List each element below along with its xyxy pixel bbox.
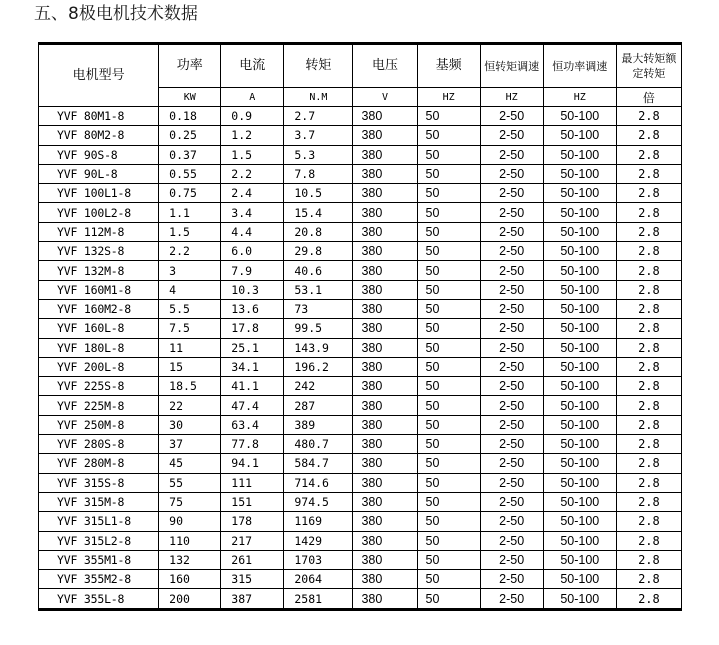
cell-torque-ratio: 2.8 — [616, 222, 681, 241]
cell-base-frequency: 50 — [417, 492, 480, 511]
cell-constant-power-range: 50-100 — [543, 512, 616, 531]
cell-current: 25.1 — [221, 338, 284, 357]
cell-voltage: 380 — [353, 589, 417, 609]
cell-base-frequency: 50 — [417, 473, 480, 492]
cell-torque-ratio: 2.8 — [616, 107, 681, 126]
cell-constant-torque-range: 2-50 — [480, 492, 543, 511]
table-row — [39, 164, 682, 183]
cell-constant-power-range: 50-100 — [543, 126, 616, 145]
table-row — [39, 415, 682, 434]
cell-constant-power-range: 50-100 — [543, 531, 616, 550]
cell-current: 1.2 — [221, 126, 284, 145]
table-row — [39, 126, 682, 145]
cell-constant-power-range: 50-100 — [543, 107, 616, 126]
cell-torque-ratio: 2.8 — [616, 589, 681, 609]
cell-torque: 5.3 — [284, 145, 353, 164]
cell-base-frequency: 50 — [417, 396, 480, 415]
cell-voltage: 380 — [353, 492, 417, 511]
cell-power: 0.18 — [159, 107, 221, 126]
cell-torque-ratio: 2.8 — [616, 435, 681, 454]
cell-torque-ratio: 2.8 — [616, 126, 681, 145]
cell-power: 75 — [159, 492, 221, 511]
cell-torque: 584.7 — [284, 454, 353, 473]
cell-power: 2.2 — [159, 242, 221, 261]
table-row — [39, 261, 682, 280]
cell-current: 4.4 — [221, 222, 284, 241]
cell-base-frequency: 50 — [417, 242, 480, 261]
cell-current: 0.9 — [221, 107, 284, 126]
cell-constant-torque-range: 2-50 — [480, 319, 543, 338]
cell-torque-ratio: 2.8 — [616, 184, 681, 203]
cell-constant-power-range: 50-100 — [543, 454, 616, 473]
cell-model: YVF 315M-8 — [39, 492, 159, 511]
cell-power: 3 — [159, 261, 221, 280]
cell-constant-torque-range: 2-50 — [480, 377, 543, 396]
cell-torque-ratio: 2.8 — [616, 319, 681, 338]
cell-constant-power-range: 50-100 — [543, 570, 616, 589]
cell-voltage: 380 — [353, 164, 417, 183]
header-base-frequency: 基频 — [417, 44, 480, 88]
cell-constant-torque-range: 2-50 — [480, 222, 543, 241]
cell-constant-power-range: 50-100 — [543, 242, 616, 261]
cell-constant-power-range: 50-100 — [543, 203, 616, 222]
cell-power: 132 — [159, 550, 221, 569]
cell-model: YVF 132S-8 — [39, 242, 159, 261]
cell-voltage: 380 — [353, 570, 417, 589]
cell-base-frequency: 50 — [417, 299, 480, 318]
cell-constant-torque-range: 2-50 — [480, 512, 543, 531]
cell-constant-power-range: 50-100 — [543, 299, 616, 318]
motor-spec-table — [38, 42, 682, 611]
cell-torque: 143.9 — [284, 338, 353, 357]
cell-current: 34.1 — [221, 357, 284, 376]
cell-power: 37 — [159, 435, 221, 454]
cell-voltage: 380 — [353, 473, 417, 492]
cell-current: 94.1 — [221, 454, 284, 473]
unit-torque: N.M — [284, 88, 353, 107]
cell-model: YVF 225S-8 — [39, 377, 159, 396]
cell-torque: 99.5 — [284, 319, 353, 338]
cell-base-frequency: 50 — [417, 184, 480, 203]
cell-base-frequency: 50 — [417, 531, 480, 550]
header-current: 电流 — [221, 44, 284, 88]
header-power: 功率 — [159, 44, 221, 88]
cell-model: YVF 315L2-8 — [39, 531, 159, 550]
cell-constant-power-range: 50-100 — [543, 222, 616, 241]
cell-power: 0.75 — [159, 184, 221, 203]
cell-model: YVF 355M1-8 — [39, 550, 159, 569]
unit-base-frequency: HZ — [417, 88, 480, 107]
cell-voltage: 380 — [353, 126, 417, 145]
table-row — [39, 242, 682, 261]
cell-constant-torque-range: 2-50 — [480, 242, 543, 261]
cell-current: 17.8 — [221, 319, 284, 338]
cell-constant-power-range: 50-100 — [543, 145, 616, 164]
cell-base-frequency: 50 — [417, 338, 480, 357]
cell-constant-power-range: 50-100 — [543, 435, 616, 454]
cell-model: YVF 315L1-8 — [39, 512, 159, 531]
cell-model: YVF 160M1-8 — [39, 280, 159, 299]
cell-torque-ratio: 2.8 — [616, 203, 681, 222]
cell-constant-power-range: 50-100 — [543, 492, 616, 511]
cell-torque-ratio: 2.8 — [616, 531, 681, 550]
table-row — [39, 396, 682, 415]
header-constant-torque-range: 恒转矩调速 — [480, 44, 543, 88]
cell-model: YVF 100L1-8 — [39, 184, 159, 203]
cell-current: 178 — [221, 512, 284, 531]
cell-power: 5.5 — [159, 299, 221, 318]
cell-model: YVF 355M2-8 — [39, 570, 159, 589]
cell-constant-torque-range: 2-50 — [480, 454, 543, 473]
cell-power: 4 — [159, 280, 221, 299]
cell-model: YVF 250M-8 — [39, 415, 159, 434]
table-row — [39, 222, 682, 241]
cell-torque-ratio: 2.8 — [616, 280, 681, 299]
cell-torque: 2581 — [284, 589, 353, 609]
cell-torque: 15.4 — [284, 203, 353, 222]
cell-voltage: 380 — [353, 107, 417, 126]
cell-current: 7.9 — [221, 261, 284, 280]
cell-torque-ratio: 2.8 — [616, 377, 681, 396]
cell-model: YVF 90L-8 — [39, 164, 159, 183]
cell-torque: 480.7 — [284, 435, 353, 454]
cell-model: YVF 160L-8 — [39, 319, 159, 338]
cell-current: 77.8 — [221, 435, 284, 454]
cell-model: YVF 100L2-8 — [39, 203, 159, 222]
cell-model: YVF 80M2-8 — [39, 126, 159, 145]
table-header — [39, 44, 682, 107]
cell-torque: 53.1 — [284, 280, 353, 299]
unit-torque-ratio: 倍 — [616, 88, 681, 107]
cell-torque: 2064 — [284, 570, 353, 589]
header-voltage: 电压 — [353, 44, 417, 88]
cell-base-frequency: 50 — [417, 280, 480, 299]
cell-torque: 7.8 — [284, 164, 353, 183]
cell-model: YVF 315S-8 — [39, 473, 159, 492]
cell-torque-ratio: 2.8 — [616, 164, 681, 183]
header-constant-power-range: 恒功率调速 — [543, 44, 616, 88]
cell-constant-torque-range: 2-50 — [480, 531, 543, 550]
cell-constant-torque-range: 2-50 — [480, 473, 543, 492]
cell-base-frequency: 50 — [417, 415, 480, 434]
cell-constant-power-range: 50-100 — [543, 280, 616, 299]
cell-model: YVF 225M-8 — [39, 396, 159, 415]
cell-torque-ratio: 2.8 — [616, 473, 681, 492]
cell-torque: 389 — [284, 415, 353, 434]
cell-constant-torque-range: 2-50 — [480, 396, 543, 415]
cell-power: 110 — [159, 531, 221, 550]
cell-voltage: 380 — [353, 512, 417, 531]
cell-torque-ratio: 2.8 — [616, 357, 681, 376]
cell-constant-torque-range: 2-50 — [480, 203, 543, 222]
cell-torque: 714.6 — [284, 473, 353, 492]
cell-voltage: 380 — [353, 261, 417, 280]
cell-constant-power-range: 50-100 — [543, 396, 616, 415]
cell-torque: 3.7 — [284, 126, 353, 145]
cell-power: 7.5 — [159, 319, 221, 338]
cell-base-frequency: 50 — [417, 126, 480, 145]
cell-voltage: 380 — [353, 435, 417, 454]
cell-constant-torque-range: 2-50 — [480, 589, 543, 609]
cell-constant-torque-range: 2-50 — [480, 435, 543, 454]
cell-torque: 974.5 — [284, 492, 353, 511]
cell-power: 15 — [159, 357, 221, 376]
cell-current: 261 — [221, 550, 284, 569]
cell-power: 18.5 — [159, 377, 221, 396]
cell-constant-torque-range: 2-50 — [480, 164, 543, 183]
cell-power: 45 — [159, 454, 221, 473]
cell-voltage: 380 — [353, 550, 417, 569]
cell-power: 160 — [159, 570, 221, 589]
cell-torque-ratio: 2.8 — [616, 145, 681, 164]
cell-torque-ratio: 2.8 — [616, 242, 681, 261]
cell-torque-ratio: 2.8 — [616, 299, 681, 318]
table-row — [39, 357, 682, 376]
cell-constant-power-range: 50-100 — [543, 164, 616, 183]
cell-torque-ratio: 2.8 — [616, 338, 681, 357]
cell-constant-power-range: 50-100 — [543, 338, 616, 357]
cell-torque: 2.7 — [284, 107, 353, 126]
cell-voltage: 380 — [353, 338, 417, 357]
cell-voltage: 380 — [353, 299, 417, 318]
cell-base-frequency: 50 — [417, 589, 480, 609]
cell-torque: 1703 — [284, 550, 353, 569]
cell-voltage: 380 — [353, 377, 417, 396]
cell-torque: 1169 — [284, 512, 353, 531]
table-row — [39, 107, 682, 126]
cell-voltage: 380 — [353, 280, 417, 299]
cell-base-frequency: 50 — [417, 107, 480, 126]
cell-constant-power-range: 50-100 — [543, 415, 616, 434]
cell-base-frequency: 50 — [417, 454, 480, 473]
cell-torque: 29.8 — [284, 242, 353, 261]
cell-torque-ratio: 2.8 — [616, 550, 681, 569]
cell-constant-torque-range: 2-50 — [480, 184, 543, 203]
cell-power: 22 — [159, 396, 221, 415]
cell-model: YVF 90S-8 — [39, 145, 159, 164]
cell-model: YVF 180L-8 — [39, 338, 159, 357]
cell-voltage: 380 — [353, 242, 417, 261]
table-row — [39, 454, 682, 473]
cell-torque-ratio: 2.8 — [616, 396, 681, 415]
cell-constant-power-range: 50-100 — [543, 473, 616, 492]
cell-model: YVF 160M2-8 — [39, 299, 159, 318]
cell-base-frequency: 50 — [417, 261, 480, 280]
cell-model: YVF 280S-8 — [39, 435, 159, 454]
cell-voltage: 380 — [353, 531, 417, 550]
cell-voltage: 380 — [353, 319, 417, 338]
cell-current: 315 — [221, 570, 284, 589]
cell-current: 2.4 — [221, 184, 284, 203]
cell-constant-torque-range: 2-50 — [480, 299, 543, 318]
cell-base-frequency: 50 — [417, 357, 480, 376]
header-model: 电机型号 — [39, 44, 159, 107]
cell-torque: 287 — [284, 396, 353, 415]
cell-model: YVF 80M1-8 — [39, 107, 159, 126]
cell-constant-torque-range: 2-50 — [480, 338, 543, 357]
table-row — [39, 184, 682, 203]
table-row — [39, 280, 682, 299]
cell-voltage: 380 — [353, 203, 417, 222]
cell-constant-power-range: 50-100 — [543, 357, 616, 376]
table-row — [39, 338, 682, 357]
cell-base-frequency: 50 — [417, 435, 480, 454]
cell-voltage: 380 — [353, 454, 417, 473]
table-row — [39, 589, 682, 609]
cell-power: 0.55 — [159, 164, 221, 183]
table-row — [39, 492, 682, 511]
table-row — [39, 512, 682, 531]
cell-constant-power-range: 50-100 — [543, 319, 616, 338]
table-row — [39, 203, 682, 222]
table-row — [39, 299, 682, 318]
unit-current: A — [221, 88, 284, 107]
cell-base-frequency: 50 — [417, 319, 480, 338]
cell-constant-torque-range: 2-50 — [480, 107, 543, 126]
cell-torque: 73 — [284, 299, 353, 318]
cell-torque: 242 — [284, 377, 353, 396]
cell-torque-ratio: 2.8 — [616, 454, 681, 473]
cell-power: 0.25 — [159, 126, 221, 145]
cell-torque-ratio: 2.8 — [616, 512, 681, 531]
cell-constant-torque-range: 2-50 — [480, 357, 543, 376]
cell-model: YVF 280M-8 — [39, 454, 159, 473]
cell-base-frequency: 50 — [417, 145, 480, 164]
table-row — [39, 473, 682, 492]
header-row — [39, 44, 682, 88]
cell-voltage: 380 — [353, 415, 417, 434]
cell-torque-ratio: 2.8 — [616, 492, 681, 511]
table-row — [39, 550, 682, 569]
cell-voltage: 380 — [353, 396, 417, 415]
table-row — [39, 531, 682, 550]
cell-power: 200 — [159, 589, 221, 609]
cell-constant-power-range: 50-100 — [543, 550, 616, 569]
cell-current: 47.4 — [221, 396, 284, 415]
cell-model: YVF 132M-8 — [39, 261, 159, 280]
cell-voltage: 380 — [353, 357, 417, 376]
cell-power: 55 — [159, 473, 221, 492]
cell-base-frequency: 50 — [417, 377, 480, 396]
cell-torque: 10.5 — [284, 184, 353, 203]
cell-power: 0.37 — [159, 145, 221, 164]
unit-voltage: V — [353, 88, 417, 107]
cell-torque-ratio: 2.8 — [616, 570, 681, 589]
cell-model: YVF 112M-8 — [39, 222, 159, 241]
cell-constant-torque-range: 2-50 — [480, 261, 543, 280]
table-row — [39, 377, 682, 396]
cell-torque: 40.6 — [284, 261, 353, 280]
cell-torque: 20.8 — [284, 222, 353, 241]
cell-current: 387 — [221, 589, 284, 609]
cell-model: YVF 355L-8 — [39, 589, 159, 609]
table-row — [39, 319, 682, 338]
cell-base-frequency: 50 — [417, 512, 480, 531]
cell-constant-torque-range: 2-50 — [480, 280, 543, 299]
cell-torque-ratio: 2.8 — [616, 261, 681, 280]
cell-voltage: 380 — [353, 222, 417, 241]
unit-power: KW — [159, 88, 221, 107]
cell-torque: 1429 — [284, 531, 353, 550]
cell-constant-torque-range: 2-50 — [480, 145, 543, 164]
cell-constant-power-range: 50-100 — [543, 184, 616, 203]
cell-constant-torque-range: 2-50 — [480, 126, 543, 145]
cell-voltage: 380 — [353, 184, 417, 203]
cell-constant-power-range: 50-100 — [543, 261, 616, 280]
cell-base-frequency: 50 — [417, 203, 480, 222]
cell-current: 1.5 — [221, 145, 284, 164]
cell-constant-torque-range: 2-50 — [480, 550, 543, 569]
cell-power: 1.5 — [159, 222, 221, 241]
cell-constant-torque-range: 2-50 — [480, 415, 543, 434]
unit-constant-power-range: HZ — [543, 88, 616, 107]
cell-constant-torque-range: 2-50 — [480, 570, 543, 589]
cell-current: 151 — [221, 492, 284, 511]
cell-power: 90 — [159, 512, 221, 531]
unit-constant-torque-range: HZ — [480, 88, 543, 107]
table-row — [39, 435, 682, 454]
cell-current: 13.6 — [221, 299, 284, 318]
cell-current: 2.2 — [221, 164, 284, 183]
cell-power: 30 — [159, 415, 221, 434]
cell-torque: 196.2 — [284, 357, 353, 376]
cell-model: YVF 200L-8 — [39, 357, 159, 376]
cell-constant-power-range: 50-100 — [543, 589, 616, 609]
cell-current: 63.4 — [221, 415, 284, 434]
cell-current: 10.3 — [221, 280, 284, 299]
page-title: 五、8极电机技术数据 — [34, 4, 198, 24]
table-body — [39, 107, 682, 610]
cell-current: 217 — [221, 531, 284, 550]
table-row — [39, 145, 682, 164]
header-torque-ratio: 最大转矩额定转矩 — [616, 44, 681, 88]
cell-current: 3.4 — [221, 203, 284, 222]
cell-base-frequency: 50 — [417, 222, 480, 241]
header-torque: 转矩 — [284, 44, 353, 88]
cell-base-frequency: 50 — [417, 570, 480, 589]
cell-current: 111 — [221, 473, 284, 492]
table-row — [39, 570, 682, 589]
cell-current: 41.1 — [221, 377, 284, 396]
cell-power: 11 — [159, 338, 221, 357]
cell-base-frequency: 50 — [417, 164, 480, 183]
cell-base-frequency: 50 — [417, 550, 480, 569]
cell-voltage: 380 — [353, 145, 417, 164]
cell-current: 6.0 — [221, 242, 284, 261]
cell-constant-power-range: 50-100 — [543, 377, 616, 396]
cell-power: 1.1 — [159, 203, 221, 222]
cell-torque-ratio: 2.8 — [616, 415, 681, 434]
